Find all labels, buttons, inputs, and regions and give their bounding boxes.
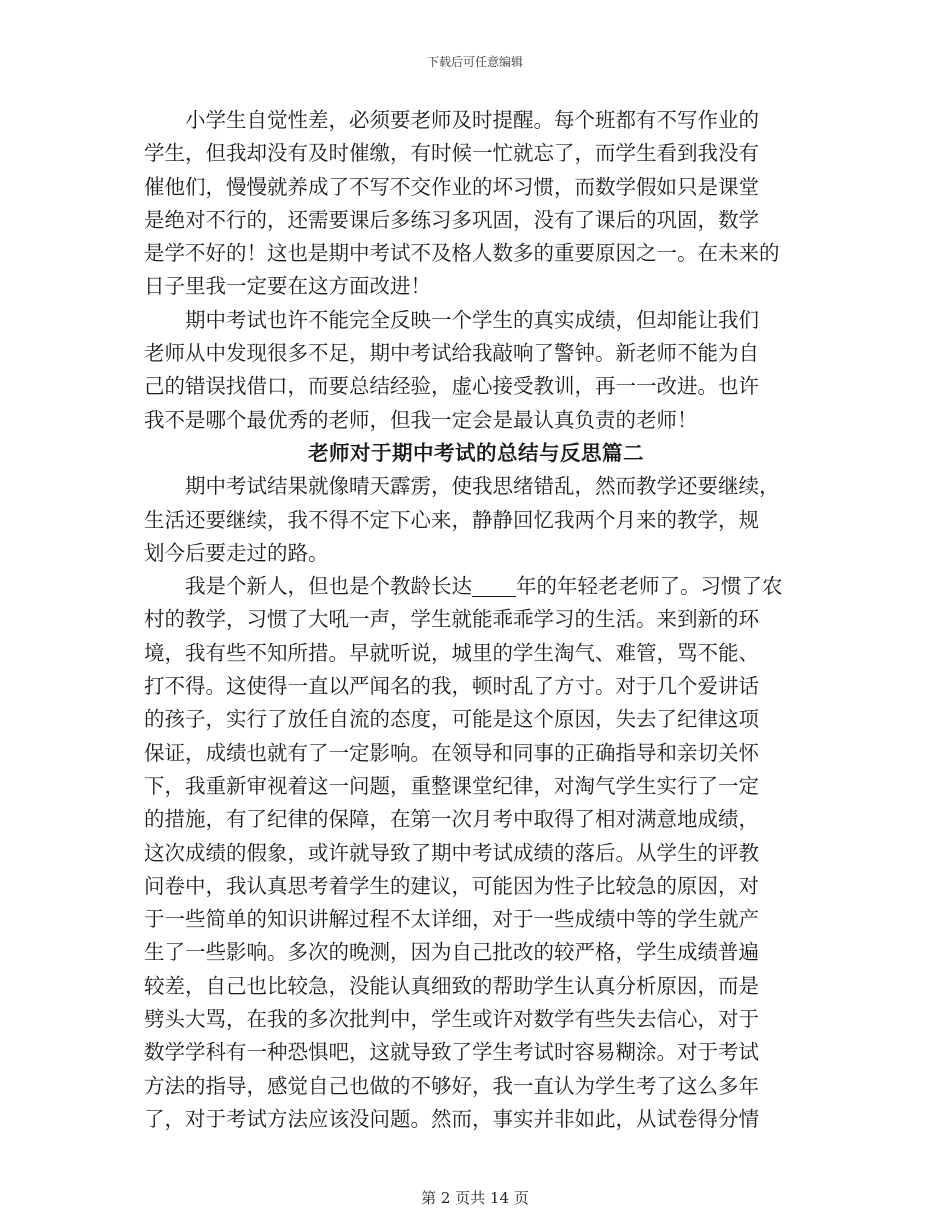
text-segment: 年的年轻老老师了。习惯了农 (516, 574, 783, 599)
text-line: 下，我重新审视着这一问题，重整课堂纪律，对淘气学生实行了一定 (144, 773, 759, 798)
text-line: 于一些简单的知识讲解过程不太详细，对于一些成绩中等的学生就产 (144, 907, 759, 932)
text-line: 方法的指导，感觉自己也做的不够好，我一直认为学生考了这么多年 (144, 1073, 759, 1098)
page-header: 下载后可任意编辑 (426, 55, 523, 69)
text-line: 较差，自己也比较急，没能认真细致的帮助学生认真分析原因，而是 (144, 973, 759, 998)
text-line: 打不得。这使得一直以严闻名的我，顿时乱了方寸。对于几个爱讲话 (144, 674, 759, 699)
text-line: 境，我有些不知所措。早就听说，城里的学生淘气、难管，骂不能、 (144, 640, 759, 665)
text-line: 了，对于考试方法应该没问题。然而，事实并非如此，从试卷得分情 (144, 1106, 759, 1131)
document-body (144, 104, 808, 1136)
text-line: 学生，但我却没有及时催缴，有时候一忙就忘了，而学生看到我没有 (144, 141, 759, 166)
text-line: 我不是哪个最优秀的老师，但我一定会是最认真负责的老师！ (144, 407, 698, 432)
text-segment: 我是个新人，但也是个教龄长达 (144, 574, 472, 599)
text-line: 是学不好的！这也是期中考试不及格人数多的重要原因之一。在未来的 (144, 241, 780, 266)
page-footer: 第 2 页共 14 页 (421, 1189, 529, 1207)
text-line: 村的教学，习惯了大吼一声，学生就能乖乖学习的生活。来到新的环 (144, 607, 759, 632)
text-line: 催他们，慢慢就养成了不写不交作业的坏习惯，而数学假如只是课堂 (144, 174, 759, 199)
paragraph (144, 104, 808, 304)
paragraph (144, 304, 808, 437)
text-line: 己的错误找借口，而要总结经验，虚心接受教训，再一一改进。也许 (144, 374, 759, 399)
text-line: 问卷中，我认真思考着学生的建议，可能因为性子比较急的原因，对 (144, 873, 759, 898)
text-line (144, 570, 808, 603)
section-title: 老师对于期中考试的总结与反思篇二 (308, 440, 644, 465)
text-line: 老师从中发现很多不足，期中考试给我敲响了警钟。新老师不能为自 (144, 341, 759, 366)
text-line: 这次成绩的假象，或许就导致了期中考试成绩的落后。从学生的评教 (144, 840, 759, 865)
text-line: 保证，成绩也就有了一定影响。在领导和同事的正确指导和亲切关怀 (144, 740, 759, 765)
text-line: 劈头大骂，在我的多次批判中，学生或许对数学有些失去信心，对于 (144, 1007, 759, 1032)
text-line: 小学生自觉性差，必须要老师及时提醒。每个班都有不写作业的 (144, 108, 759, 132)
text-line: 的措施，有了纪律的保障，在第一次月考中取得了相对满意地成绩， (144, 807, 759, 832)
text-line: 日子里我一定要在这方面改进！ (144, 274, 431, 299)
text-line: 数学学科有一种恐惧吧，这就导致了学生考试时容易糊涂。对于考试 (144, 1040, 759, 1065)
text-line: 生活还要继续，我不得不定下心来，静静回忆我两个月来的教学，规 (144, 507, 759, 532)
paragraph (144, 470, 808, 570)
blank-underline (472, 574, 516, 597)
text-line: 生了一些影响。多次的晚测，因为自己批改的较严格，学生成绩普遍 (144, 940, 759, 965)
paragraph (144, 570, 808, 1136)
text-line: 期中考试也许不能完全反映一个学生的真实成绩，但却能让我们 (144, 307, 759, 332)
text-line: 的孩子，实行了放任自流的态度，可能是这个原因，失去了纪律这项 (144, 707, 759, 732)
text-line: 划今后要走过的路。 (144, 540, 329, 565)
text-line: 期中考试结果就像晴天霹雳，使我思绪错乱，然而教学还要继续， (144, 474, 780, 499)
text-line: 是绝对不行的，还需要课后多练习多巩固，没有了课后的巩固，数学 (144, 207, 759, 232)
